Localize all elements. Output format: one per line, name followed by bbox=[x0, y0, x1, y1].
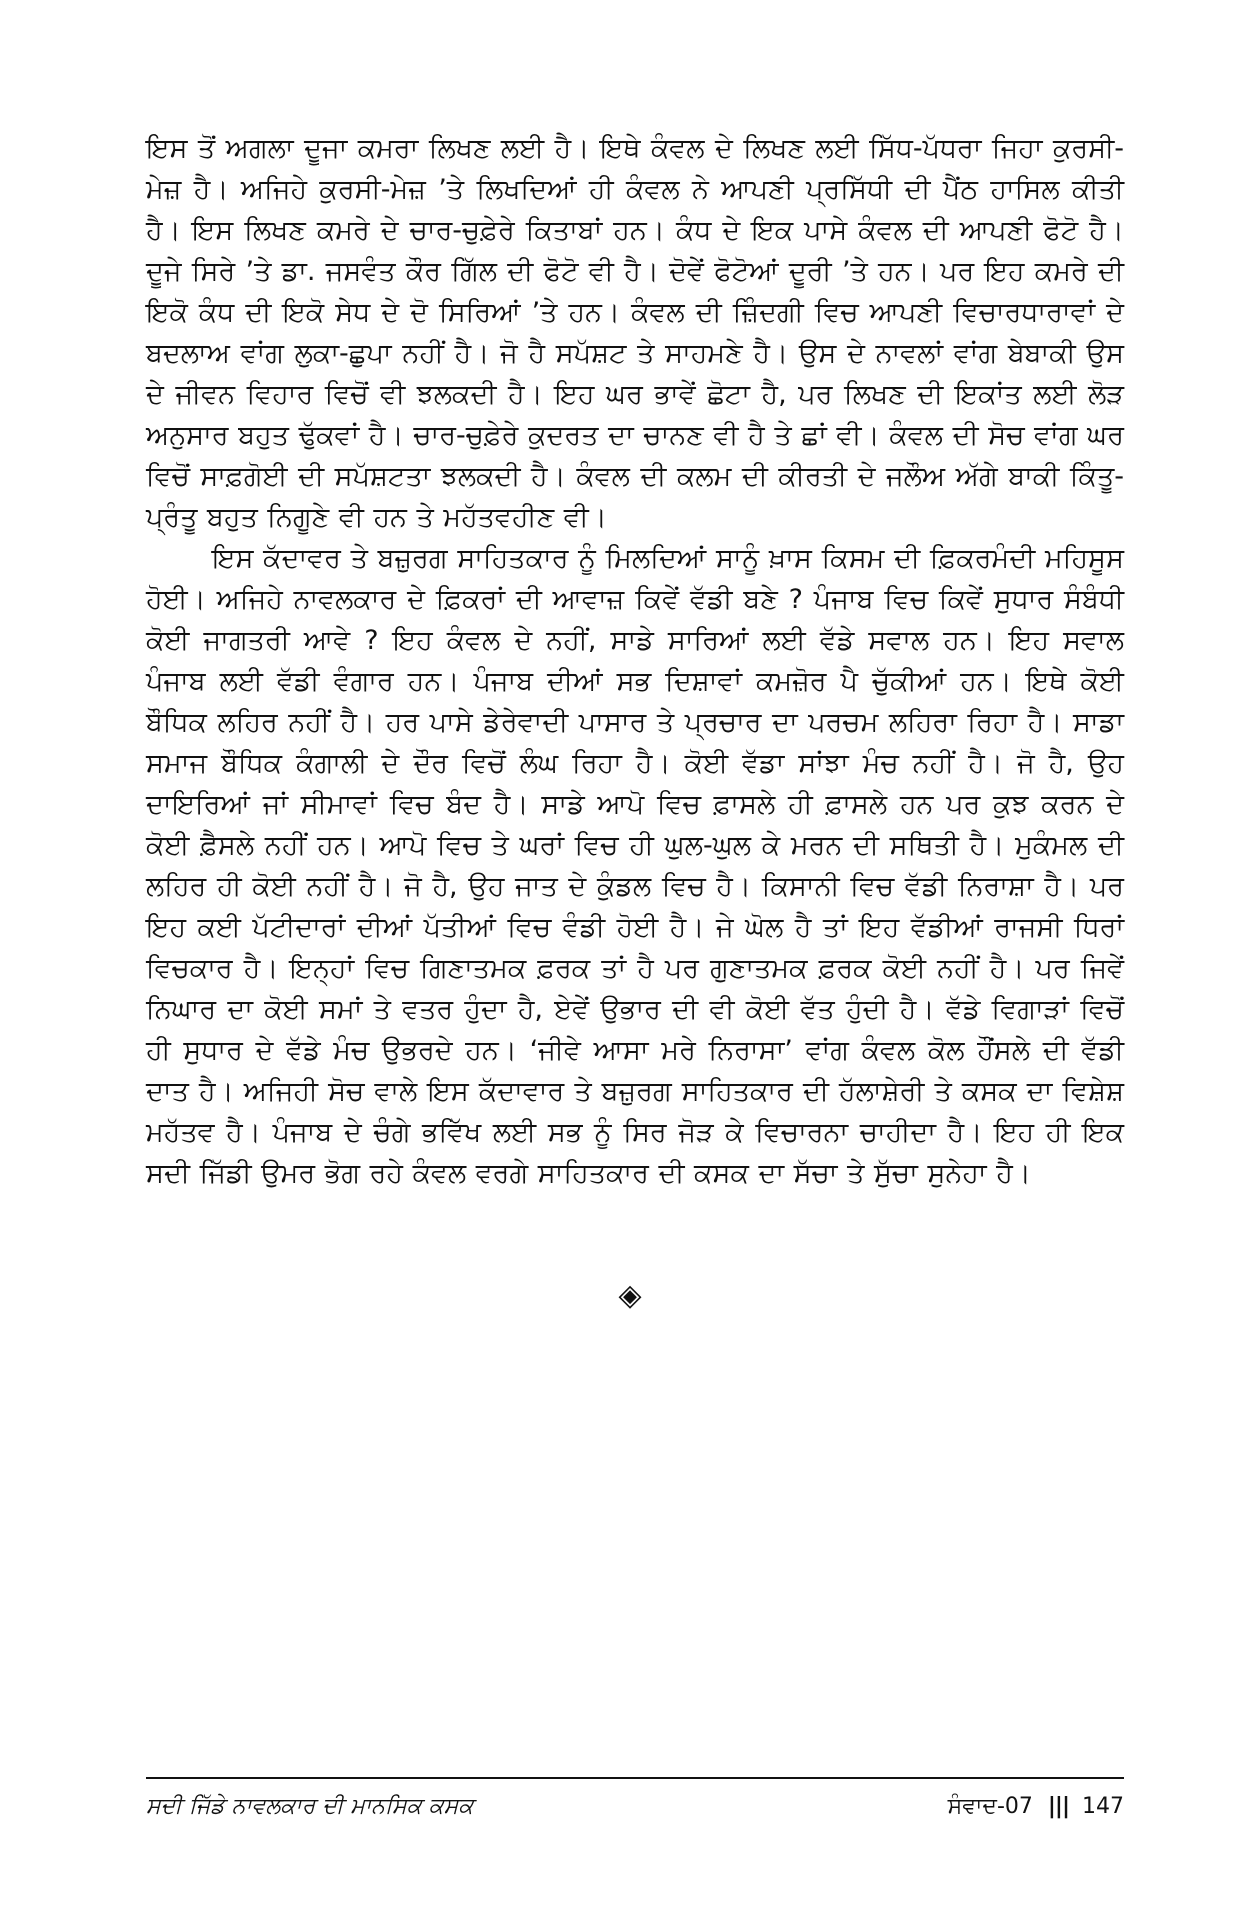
footer-separator: ||| bbox=[1047, 1794, 1069, 1819]
running-title: ਸਦੀ ਜਿੱਡੇ ਨਾਵਲਕਾਰ ਦੀ ਮਾਨਸਿਕ ਕਸਕ bbox=[146, 1794, 474, 1819]
page-footer bbox=[146, 1790, 1124, 1824]
body-text bbox=[146, 128, 1124, 1194]
issue-label: ਸੰਵਾਦ-07 bbox=[947, 1794, 1033, 1819]
paragraph-2: ਇਸ ਕੱਦਾਵਰ ਤੇ ਬਜ਼ੁਰਗ ਸਾਹਿਤਕਾਰ ਨੂੰ ਮਿਲਦਿਆਂ ਸਾਨੂੰ ਖ਼ਾਸ ਕਿਸਮ ਦੀ ਫ਼ਿਕਰਮੰਦੀ ਮਹਿਸੂਸ ਹੋਈ। ਅਜਿਹੇ ਨਾਵਲਕਾਰ ਦੇ ਫ਼ਿਕਰਾਂ ਦੀ ਆਵਾਜ਼ ਕਿਵੇਂ ਵੱਡੀ ਬਣੇ ? ਪੰਜਾਬ ਵਿਚ ਕਿਵੇਂ ਸੁਧਾਰ ਸੰਬੰਧੀ ਕੋਈ ਜਾਗਤਰੀ ਆਵੇ ? ਇਹ ਕੰਵਲ ਦੇ ਨਹੀਂ, ਸਾਡੇ ਸਾਰਿਆਂ ਲਈ ਵੱਡੇ ਸਵਾਲ ਹਨ। ਇਹ ਸਵਾਲ ਪੰਜਾਬ ਲਈ ਵੱਡੀ ਵੰਗਾਰ ਹਨ। ਪੰਜਾਬ ਦੀਆਂ ਸਭ ਦਿਸ਼ਾਵਾਂ ਕਮਜ਼ੋਰ ਪੈ ਚੁੱਕੀਆਂ ਹਨ। ਇਥੇ ਕੋਈ ਬੌਧਿਕ ਲਹਿਰ ਨਹੀਂ ਹੈ। ਹਰ ਪਾਸੇ ਡੇਰੇਵਾਦੀ ਪਾਸਾਰ ਤੇ ਪ੍ਰਚਾਰ ਦਾ ਪਰਚਮ ਲਹਿਰਾ ਰਿਹਾ ਹੈ। ਸਾਡਾ ਸਮਾਜ ਬੌਧਿਕ ਕੰਗਾਲੀ ਦੇ ਦੌਰ ਵਿਚੋਂ ਲੰਘ ਰਿਹਾ ਹੈ। ਕੋਈ ਵੱਡਾ ਸਾਂਝਾ ਮੰਚ ਨਹੀਂ ਹੈ। ਜੋ ਹੈ, ਉਹ ਦਾਇਰਿਆਂ ਜਾਂ ਸੀਮਾਵਾਂ ਵਿਚ ਬੰਦ ਹੈ। ਸਾਡੇ ਆਪੋ ਵਿਚ ਫ਼ਾਸਲੇ ਹੀ ਫ਼ਾਸਲੇ ਹਨ ਪਰ ਕੁਝ ਕਰਨ ਦੇ ਕੋਈ ਫ਼ੈਸਲੇ ਨਹੀਂ ਹਨ। ਆਪੋ ਵਿਚ ਤੇ ਘਰਾਂ ਵਿਚ ਹੀ ਘੁਲ-ਘੁਲ ਕੇ ਮਰਨ ਦੀ ਸਥਿਤੀ ਹੈ। ਮੁਕੰਮਲ ਦੀ ਲਹਿਰ ਹੀ ਕੋਈ ਨਹੀਂ ਹੈ। ਜੋ ਹੈ, ਉਹ ਜਾਤ ਦੇ ਕੁੰਡਲ ਵਿਚ ਹੈ। ਕਿਸਾਨੀ ਵਿਚ ਵੱਡੀ ਨਿਰਾਸ਼ਾ ਹੈ। ਪਰ ਇਹ ਕਈ ਪੱਟੀਦਾਰਾਂ ਦੀਆਂ ਪੱਤੀਆਂ ਵਿਚ ਵੰਡੀ ਹੋਈ ਹੈ। ਜੇ ਘੋਲ ਹੈ ਤਾਂ ਇਹ ਵੱਡੀਆਂ ਰਾਜਸੀ ਧਿਰਾਂ ਵਿਚਕਾਰ ਹੈ। ਇਨ੍ਹਾਂ ਵਿਚ ਗਿਣਾਤਮਕ ਫ਼ਰਕ ਤਾਂ ਹੈ ਪਰ ਗੁਣਾਤਮਕ ਫ਼ਰਕ ਕੋਈ ਨਹੀਂ ਹੈ। ਪਰ ਜਿਵੇਂ ਨਿਘਾਰ ਦਾ ਕੋਈ ਸਮਾਂ ਤੇ ਵਤਰ ਹੁੰਦਾ ਹੈ, ਏਵੇਂ ਉਭਾਰ ਦੀ ਵੀ ਕੋਈ ਵੱਤ ਹੁੰਦੀ ਹੈ। ਵੱਡੇ ਵਿਗਾੜਾਂ ਵਿਚੋਂ ਹੀ ਸੁਧਾਰ ਦੇ ਵੱਡੇ ਮੰਚ ਉਭਰਦੇ ਹਨ। ‘ਜੀਵੇ ਆਸਾ ਮਰੇ ਨਿਰਾਸਾ’ ਵਾਂਗ ਕੰਵਲ ਕੋਲ ਹੌਂਸਲੇ ਦੀ ਵੱਡੀ ਦਾਤ ਹੈ। ਅਜਿਹੀ ਸੋਚ ਵਾਲੇ ਇਸ ਕੱਦਾਵਾਰ ਤੇ ਬਜ਼ੁਰਗ ਸਾਹਿਤਕਾਰ ਦੀ ਹੱਲਾਸ਼ੇਰੀ ਤੇ ਕਸਕ ਦਾ ਵਿਸ਼ੇਸ਼ ਮਹੱਤਵ ਹੈ। ਪੰਜਾਬ ਦੇ ਚੰਗੇ ਭਵਿੱਖ ਲਈ ਸਭ ਨੂੰ ਸਿਰ ਜੋੜ ਕੇ ਵਿਚਾਰਨਾ ਚਾਹੀਦਾ ਹੈ। ਇਹ ਹੀ ਇਕ ਸਦੀ ਜਿੱਡੀ ਉਮਰ ਭੋਗ ਰਹੇ ਕੰਵਲ ਵਰਗੇ ਸਾਹਿਤਕਾਰ ਦੀ ਕਸਕ ਦਾ ਸੱਚਾ ਤੇ ਸੁੱਚਾ ਸੁਨੇਹਾ ਹੈ। bbox=[146, 543, 1124, 1189]
footer-page-info bbox=[948, 1790, 1124, 1824]
section-end-ornament-icon: ◈ bbox=[618, 1278, 642, 1313]
page-number: 147 bbox=[1082, 1794, 1124, 1819]
footer-divider bbox=[146, 1777, 1124, 1779]
paragraph-1: ਇਸ ਤੋਂ ਅਗਲਾ ਦੂਜਾ ਕਮਰਾ ਲਿਖਣ ਲਈ ਹੈ। ਇਥੇ ਕੰਵਲ ਦੇ ਲਿਖਣ ਲਈ ਸਿੱਧ-ਪੱਧਰਾ ਜਿਹਾ ਕੁਰਸੀ-ਮੇਜ਼ ਹੈ। ਅਜਿਹੇ ਕੁਰਸੀ-ਮੇਜ਼ ’ਤੇ ਲਿਖਦਿਆਂ ਹੀ ਕੰਵਲ ਨੇ ਆਪਣੀ ਪ੍ਰਸਿੱਧੀ ਦੀ ਪੈਂਠ ਹਾਸਿਲ ਕੀਤੀ ਹੈ। ਇਸ ਲਿਖਣ ਕਮਰੇ ਦੇ ਚਾਰ-ਚੁਫ਼ੇਰੇ ਕਿਤਾਬਾਂ ਹਨ। ਕੰਧ ਦੇ ਇਕ ਪਾਸੇ ਕੰਵਲ ਦੀ ਆਪਣੀ ਫੋਟੋ ਹੈ। ਦੂਜੇ ਸਿਰੇ ’ਤੇ ਡਾ. ਜਸਵੰਤ ਕੌਰ ਗਿੱਲ ਦੀ ਫੋਟੋ ਵੀ ਹੈ। ਦੋਵੇਂ ਫੋਟੋਆਂ ਦੂਰੀ ’ਤੇ ਹਨ। ਪਰ ਇਹ ਕਮਰੇ ਦੀ ਇਕੋ ਕੰਧ ਦੀ ਇਕੋ ਸੇਧ ਦੇ ਦੋ ਸਿਰਿਆਂ ’ਤੇ ਹਨ। ਕੰਵਲ ਦੀ ਜ਼ਿੰਦਗੀ ਵਿਚ ਆਪਣੀ ਵਿਚਾਰਧਾਰਾਵਾਂ ਦੇ ਬਦਲਾਅ ਵਾਂਗ ਲੁਕਾ-ਛੁਪਾ ਨਹੀਂ ਹੈ। ਜੋ ਹੈ ਸਪੱਸ਼ਟ ਤੇ ਸਾਹਮਣੇ ਹੈ। ਉਸ ਦੇ ਨਾਵਲਾਂ ਵਾਂਗ ਬੇਬਾਕੀ ਉਸ ਦੇ ਜੀਵਨ ਵਿਹਾਰ ਵਿਚੋਂ ਵੀ ਝਲਕਦੀ ਹੈ। ਇਹ ਘਰ ਭਾਵੇਂ ਛੋਟਾ ਹੈ, ਪਰ ਲਿਖਣ ਦੀ ਇਕਾਂਤ ਲਈ ਲੋੜ ਅਨੁਸਾਰ ਬਹੁਤ ਢੁੱਕਵਾਂ ਹੈ। ਚਾਰ-ਚੁਫ਼ੇਰੇ ਕੁਦਰਤ ਦਾ ਚਾਨਣ ਵੀ ਹੈ ਤੇ ਛਾਂ ਵੀ। ਕੰਵਲ ਦੀ ਸੋਚ ਵਾਂਗ ਘਰ ਵਿਚੋਂ ਸਾਫ਼ਗੋਈ ਦੀ ਸਪੱਸ਼ਟਤਾ ਝਲਕਦੀ ਹੈ। ਕੰਵਲ ਦੀ ਕਲਮ ਦੀ ਕੀਰਤੀ ਦੇ ਜਲੌਅ ਅੱਗੇ ਬਾਕੀ ਕਿੰਤੂ-ਪ੍ਰੰਤੂ ਬਹੁਤ ਨਿਗੂਣੇ ਵੀ ਹਨ ਤੇ ਮਹੱਤਵਹੀਣ ਵੀ। bbox=[146, 133, 1124, 533]
